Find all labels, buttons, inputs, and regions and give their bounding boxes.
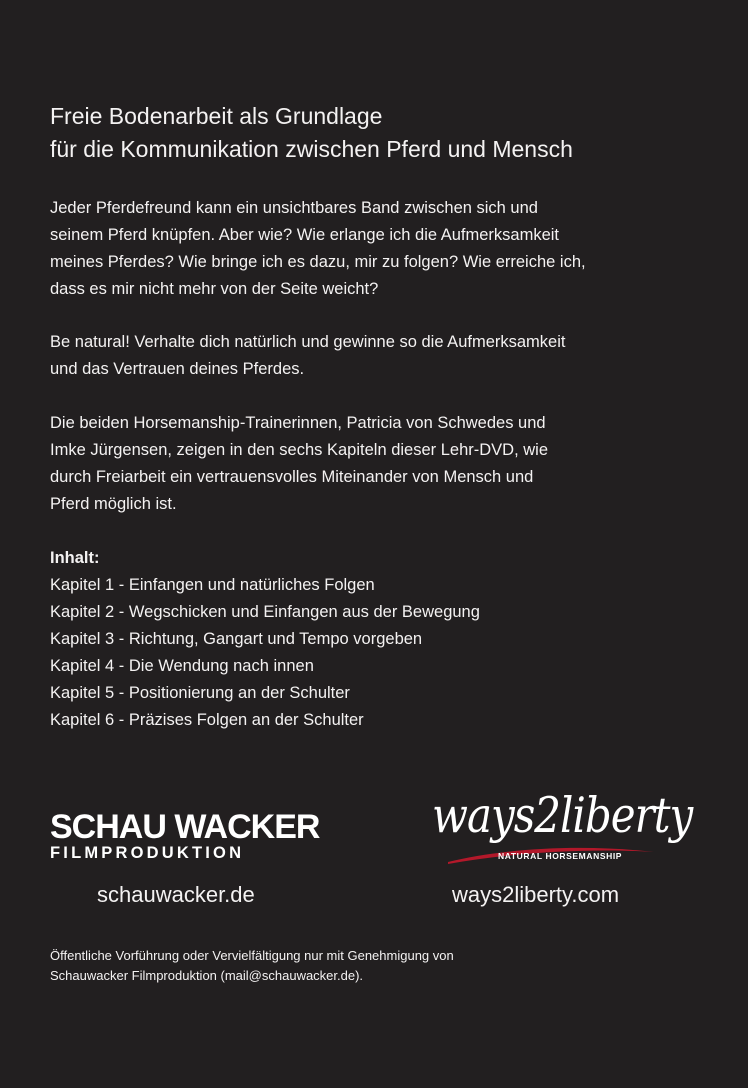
copyright-line: Schauwacker Filmproduktion (mail@schauwacker.de). <box>50 968 364 983</box>
ways2liberty-wordmark: ways2liberty <box>432 786 693 844</box>
chapter-item: Kapitel 6 - Präzises Folgen an der Schulter <box>50 711 364 729</box>
paragraph-line: Die beiden Horsemanship-Trainerinnen, Patricia von Schwedes und <box>50 414 546 432</box>
paragraph-line: Be natural! Verhalte dich natürlich und gewinne so die Aufmerksamkeit <box>50 333 566 351</box>
schauwacker-link[interactable]: schauwacker.de <box>97 882 255 907</box>
ways2liberty-link[interactable]: ways2liberty.com <box>452 882 620 907</box>
title-line-1: Freie Bodenarbeit als Grundlage <box>50 103 383 129</box>
chapter-item: Kapitel 5 - Positionierung an der Schulter <box>50 684 350 702</box>
contents-section <box>50 545 700 734</box>
ways2liberty-tagline: NATURAL HORSEMANSHIP <box>498 851 623 861</box>
paragraph-line: Imke Jürgensen, zeigen in den sechs Kapiteln dieser Lehr-DVD, wie <box>50 441 549 459</box>
paragraph-line: seinem Pferd knüpfen. Aber wie? Wie erlange ich die Aufmerksamkeit <box>50 226 560 244</box>
title-line-2: für die Kommunikation zwischen Pferd und Mensch <box>50 136 573 162</box>
trainers-paragraph <box>50 410 700 518</box>
paragraph-line: durch Freiarbeit ein vertrauensvolles Miteinander von Mensch und <box>50 468 534 486</box>
ways2liberty-logo <box>432 780 693 875</box>
paragraph-line: Jeder Pferdefreund kann ein unsichtbares Band zwischen sich und <box>50 199 538 217</box>
page-title <box>50 100 710 166</box>
schauwacker-logo <box>50 810 320 862</box>
copyright-notice <box>50 946 710 986</box>
chapter-item: Kapitel 1 - Einfangen und natürliches Folgen <box>50 576 375 594</box>
motto-paragraph <box>50 329 700 383</box>
chapter-item: Kapitel 2 - Wegschicken und Einfangen aus der Bewegung <box>50 603 480 621</box>
paragraph-line: dass es mir nicht mehr von der Seite weicht? <box>50 280 379 298</box>
schauwacker-logo-sub: FILMPRODUKTION <box>50 844 245 862</box>
schauwacker-logo-main: SCHAU WACKER <box>50 808 320 846</box>
copyright-line: Öffentliche Vorführung oder Vervielfältigung nur mit Genehmigung von <box>50 948 454 963</box>
intro-paragraph <box>50 195 700 303</box>
paragraph-line: und das Vertrauen deines Pferdes. <box>50 360 305 378</box>
paragraph-line: meines Pferdes? Wie bringe ich es dazu, mir zu folgen? Wie erreiche ich, <box>50 253 586 271</box>
contents-heading: Inhalt: <box>50 549 100 567</box>
chapter-list <box>50 572 700 734</box>
chapter-item: Kapitel 4 - Die Wendung nach innen <box>50 657 314 675</box>
paragraph-line: Pferd möglich ist. <box>50 495 177 513</box>
chapter-item: Kapitel 3 - Richtung, Gangart und Tempo vorgeben <box>50 630 423 648</box>
